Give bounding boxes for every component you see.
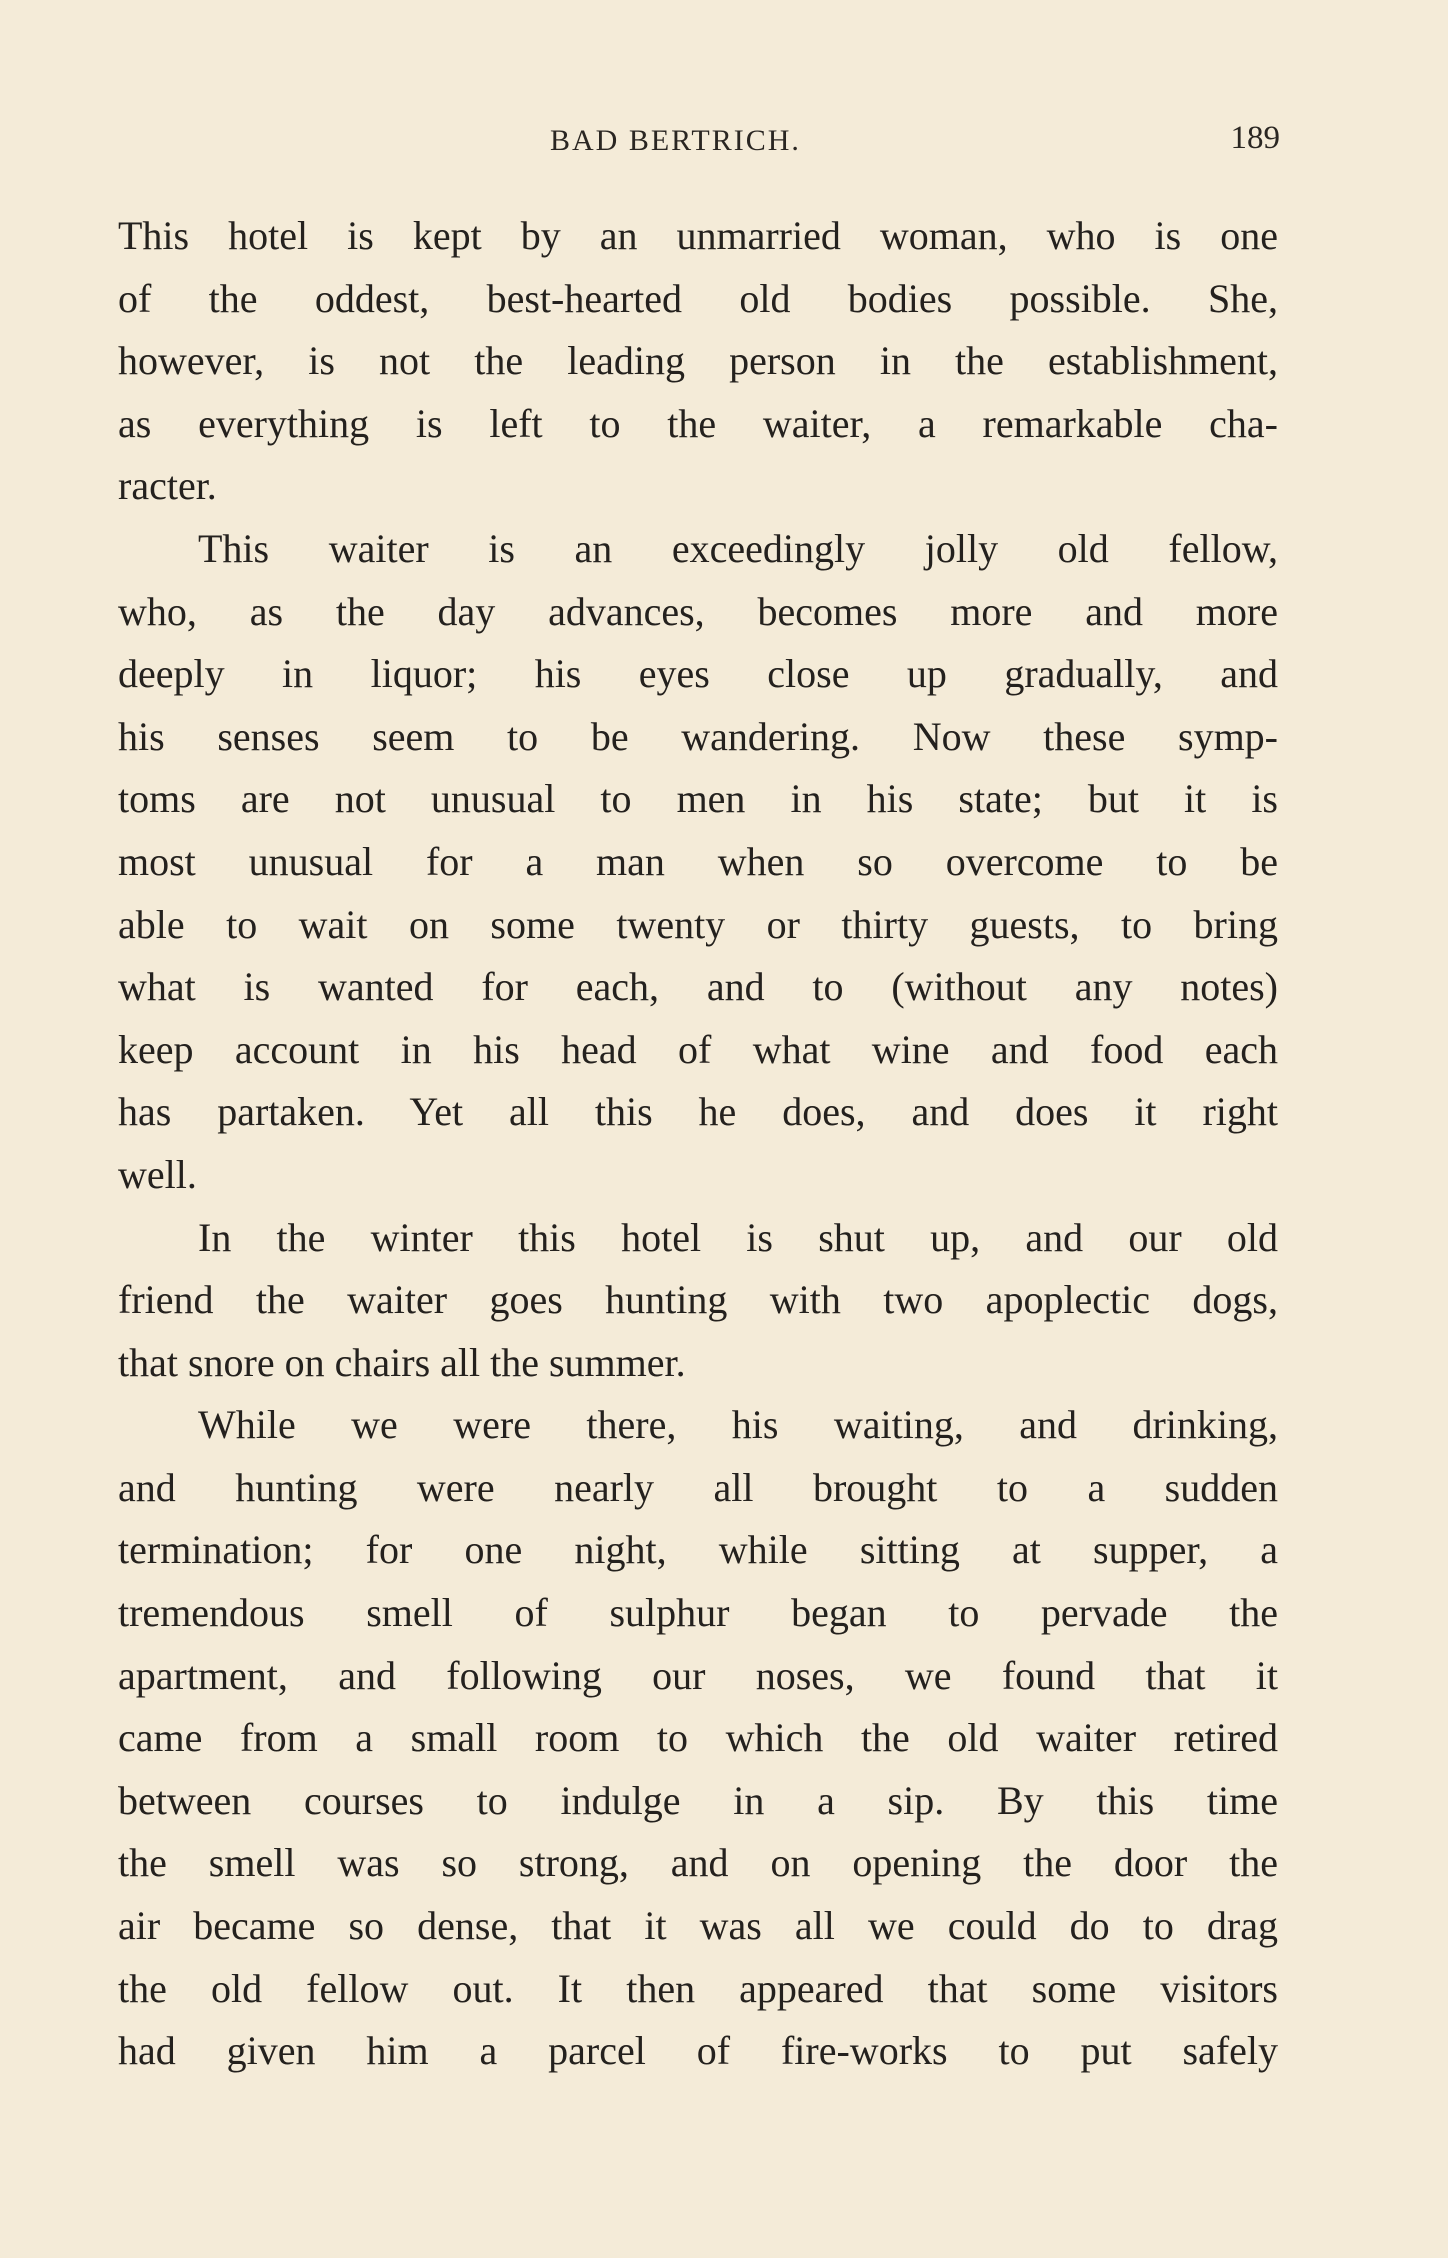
text-line: apartment, and following our noses, we found that it — [118, 1652, 1278, 1698]
text-line: has partaken. Yet all this he does, and does it right — [118, 1089, 1278, 1135]
text-line: tremendous smell of sulphur began to pervade the — [118, 1590, 1278, 1636]
text-line: well. — [118, 1151, 197, 1197]
text-line: able to wait on some twenty or thirty guests, to bring — [118, 901, 1278, 947]
text-line: the smell was so strong, and on opening the door the — [118, 1840, 1278, 1886]
text-line: came from a small room to which the old waiter retired — [118, 1715, 1278, 1761]
running-title: BAD BERTRICH. — [550, 124, 801, 157]
text-line: the old fellow out. It then appeared that some visitors — [118, 1965, 1278, 2011]
text-line: what is wanted for each, and to (without any notes) — [118, 964, 1278, 1010]
text-line: most unusual for a man when so overcome to be — [118, 838, 1278, 884]
text-line: racter. — [118, 463, 217, 509]
text-line: termination; for one night, while sitting at supper, a — [118, 1527, 1278, 1573]
text-line: between courses to indulge in a sip. By this time — [118, 1777, 1278, 1823]
text-line: toms are not unusual to men in his state; but it is — [118, 776, 1278, 822]
text-line: who, as the day advances, becomes more and more — [118, 588, 1278, 634]
text-line: This waiter is an exceedingly jolly old fellow, — [198, 525, 1278, 571]
running-head — [0, 118, 1280, 168]
text-line: his senses seem to be wandering. Now these symp- — [118, 713, 1278, 759]
text-line: In the winter this hotel is shut up, and our old — [198, 1214, 1278, 1260]
text-line: that snore on chairs all the summer. — [118, 1339, 686, 1385]
text-line: of the oddest, best-hearted old bodies possible. She, — [118, 275, 1278, 321]
text-line: This hotel is kept by an unmarried woman, who is one — [118, 213, 1278, 258]
text-line: air became so dense, that it was all we could do to drag — [118, 1903, 1278, 1949]
text-line: deeply in liquor; his eyes close up gradually, and — [118, 651, 1278, 697]
text-line: keep account in his head of what wine and food each — [118, 1026, 1278, 1072]
body-text — [118, 205, 1278, 2083]
text-line: as everything is left to the waiter, a remarkable cha- — [118, 400, 1278, 446]
text-line: had given him a parcel of fire-works to put safely — [118, 2028, 1278, 2074]
text-line: and hunting were nearly all brought to a sudden — [118, 1464, 1278, 1510]
text-line: however, is not the leading person in the establishment, — [118, 338, 1278, 384]
page-number: 189 — [1230, 120, 1280, 156]
text-line: friend the waiter goes hunting with two apoplectic dogs, — [118, 1277, 1278, 1323]
text-line: While we were there, his waiting, and drinking, — [198, 1402, 1278, 1448]
